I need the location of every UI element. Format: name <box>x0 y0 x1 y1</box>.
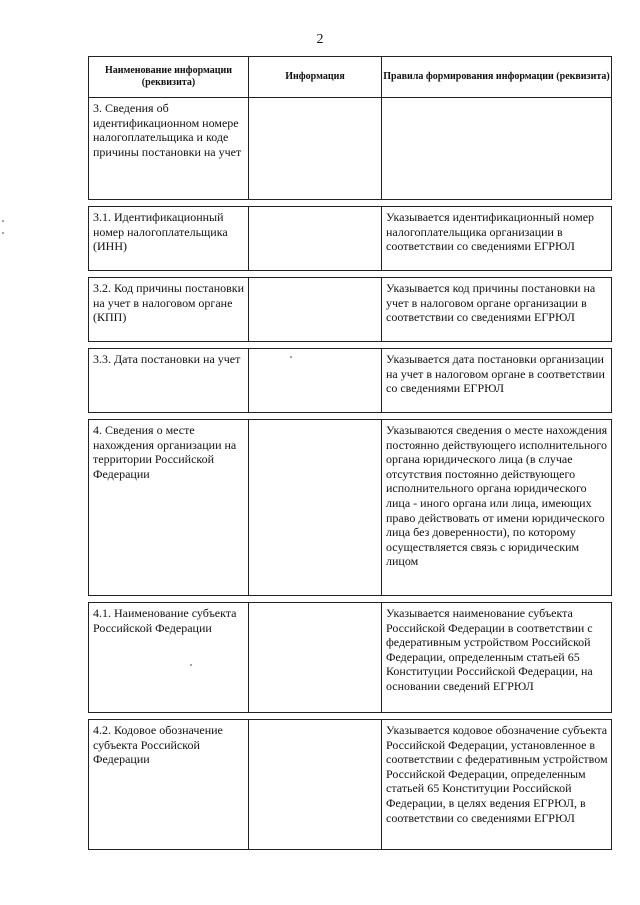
row-rules-cell <box>382 720 612 850</box>
header-name: Наименование информации (реквизита) <box>89 57 249 98</box>
row-separator <box>89 596 612 603</box>
row-name-cell <box>89 603 249 713</box>
row-rules: Указывается наименование субъекта Российской Федерации в соответствии с федеративным устройством Российской Федерации, определенным статьей 65 Конституции Российской Федерации, на основании сведений ЕГРЮЛ <box>386 606 593 693</box>
row-rules-cell <box>382 603 612 713</box>
row-info <box>249 349 381 352</box>
row-separator <box>89 713 612 720</box>
row-info <box>249 420 381 423</box>
row-rules-cell <box>382 207 612 271</box>
row-name: 4.2. Кодовое обозначение субъекта Российской Федерации <box>93 723 223 767</box>
row-name: 3.1. Идентификационный номер налогоплательщика (ИНН) <box>93 210 228 254</box>
scan-speck <box>2 220 4 222</box>
row-rules-cell <box>382 278 612 342</box>
row-name-cell <box>89 349 249 413</box>
row-rules-cell <box>382 98 612 200</box>
row-rules: Указывается кодовое обозначение субъекта Российской Федерации, установленное в соответствии с федеративным устройством Российской Федерации, определенным статьей 65 Конституции Российской Федерации, в целях ведения ЕГРЮЛ, в соответствии со сведениями ЕГРЮЛ <box>386 723 608 825</box>
table-row <box>89 278 612 342</box>
row-name: 3.3. Дата постановки на учет <box>93 352 241 366</box>
row-info-cell <box>249 278 382 342</box>
row-info-cell <box>249 349 382 413</box>
row-rules: Указывается дата постановки организации на учет в налоговом органе в соответствии со сведениями ЕГРЮЛ <box>386 352 605 396</box>
row-separator <box>89 413 612 420</box>
table-row <box>89 349 612 413</box>
row-info <box>249 207 381 210</box>
information-table <box>88 56 612 850</box>
row-name: 3.2. Код причины постановки на учет в налоговом органе (КПП) <box>93 281 245 325</box>
row-name-cell <box>89 207 249 271</box>
row-name: 4.1. Наименование субъекта Российской Федерации <box>93 606 237 635</box>
row-separator <box>89 271 612 278</box>
table-row <box>89 603 612 713</box>
row-name: 3. Сведения об идентификационном номере налогоплательщика и коде причины постановки на учет <box>93 101 242 159</box>
row-name-cell <box>89 420 249 596</box>
row-info-cell <box>249 720 382 850</box>
header-info: Информация <box>249 57 382 98</box>
row-name-cell <box>89 278 249 342</box>
row-name-cell <box>89 720 249 850</box>
row-rules-cell <box>382 420 612 596</box>
table-row <box>89 98 612 200</box>
table-row <box>89 420 612 596</box>
row-rules-cell <box>382 349 612 413</box>
row-rules: Указывается идентификационный номер налогоплательщика организации в соответствии со сведениями ЕГРЮЛ <box>386 210 595 254</box>
page-number: 2 <box>316 32 324 47</box>
row-name-cell <box>89 98 249 200</box>
scan-speck <box>290 356 292 358</box>
row-info-cell <box>249 603 382 713</box>
row-info-cell <box>249 207 382 271</box>
row-separator <box>89 342 612 349</box>
scan-speck <box>190 664 192 666</box>
row-info-cell <box>249 98 382 200</box>
row-name: 4. Сведения о месте нахождения организации на территории Российской Федерации <box>93 423 237 481</box>
row-rules: Указываются сведения о месте нахождения постоянно действующего исполнительного органа юридического лица (в случае отсутствия постоянно действующего исполнительного органа юридического лица - иного органа или лица, имеющих право действовать от имени юридического лица без доверенности), по которому осуществляется связь с юридическим лицом <box>386 423 608 569</box>
row-rules <box>382 98 611 101</box>
table-row <box>89 720 612 850</box>
row-info <box>249 603 381 606</box>
table-row <box>89 207 612 271</box>
row-info <box>249 98 381 101</box>
header-rules: Правила формирования информации (реквизита) <box>382 57 612 98</box>
row-info <box>249 278 381 281</box>
scan-speck <box>2 232 4 234</box>
table-header-row <box>89 57 612 98</box>
row-separator <box>89 200 612 207</box>
row-rules: Указывается код причины постановки на учет в налоговом органе организации в соответствии со сведениями ЕГРЮЛ <box>386 281 596 325</box>
row-info-cell <box>249 420 382 596</box>
row-info <box>249 720 381 723</box>
